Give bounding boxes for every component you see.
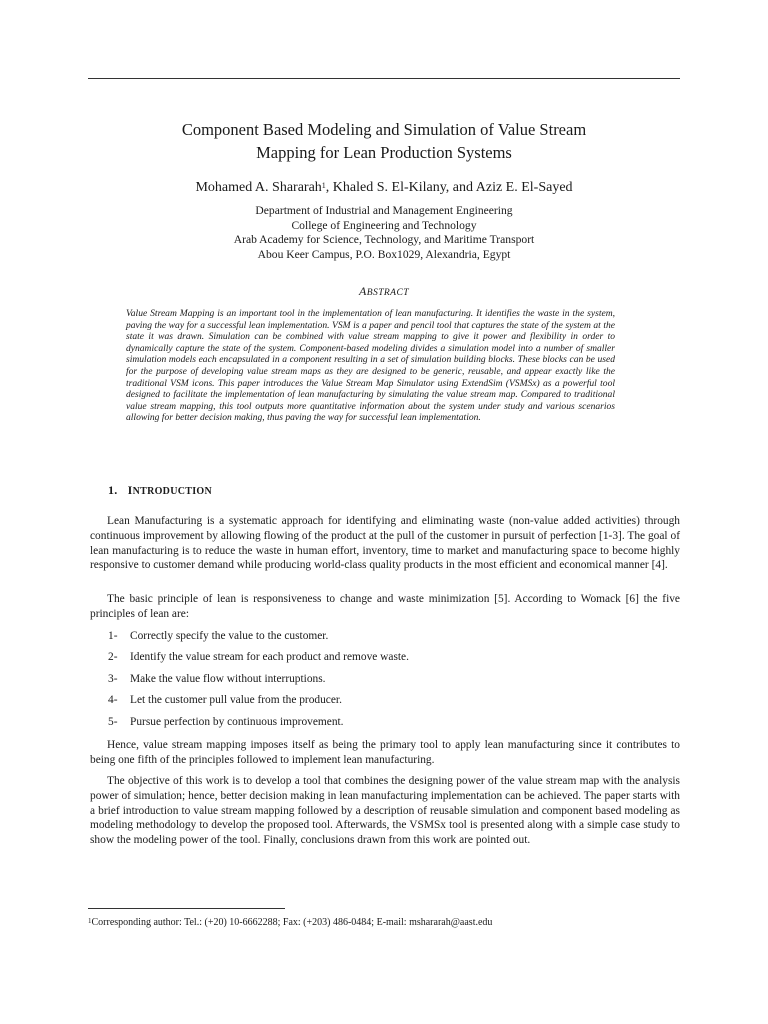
intro-paragraph-1: Lean Manufacturing is a systematic approach for identifying and eliminating waste (non-value added activities) through continuous improvement by allowing flowing of the product at the pull of the customer in pursuit of perfection [1-3]. The goal of lean manufacturing is to reduce the waste in human effort, inventory, time to market and manufacturing space to become highly responsive to customer demand while producing world-class quality products in the most efficient and economical manner [4]. (90, 515, 680, 572)
list-text: Correctly specify the value to the customer. (130, 630, 329, 642)
list-number: 2- (108, 651, 118, 664)
list-text: Identify the value stream for each product and remove waste. (130, 651, 409, 664)
list-item (108, 629, 680, 650)
header-rule (88, 78, 680, 79)
list-text: Let the customer pull value from the producer. (130, 694, 342, 707)
affiliation (88, 204, 680, 262)
list-number: 3- (108, 672, 118, 685)
abstract-body: Value Stream Mapping is an important tool in the implementation of lean manufacturing. It identifies the waste in the system, paving the way for a successful lean implementation. VSM is a paper and pencil tool that captures the state of the system at the state it was drawn. Simulation can be combined with value stream mapping to give it power and flexibility in order to dynamically capture the state of the system. Component-based modeling divides a simulation model into a number of smaller simulation models each encapsulated in a component resulting in a set of simulation building blocks. These blocks can be used for the purpose of developing value stream maps as they are designed to be generic, reusable, and appear exactly like the traditional VSM icons. This paper introduces the Value Stream Map Simulator using ExtendSim (VSMSx) as a powerful tool designed to facilitate the implementation of lean manufacturing by simulating the value stream map. Compared to traditional value stream mapping, this tool outputs more quantitative information about the system under study and various scenarios allowing for better decision making, thus paving the way for successful lean implementation. (126, 308, 615, 424)
author-1-footnote-mark: 1 (321, 181, 326, 190)
list-item (108, 693, 680, 714)
footnote-mark: 1 (88, 917, 92, 925)
section-heading-rest: NTRODUCTION (132, 486, 213, 497)
author-1: Mohamed A. Shararah (195, 180, 322, 195)
intro-paragraph-4: The objective of this work is to develop a tool that combines the designing power of the value stream map with the analysis power of simulation; hence, better decision making in lean manufacturing implementation can be achieved. The paper starts with a brief introduction to value stream mapping followed by a description of reusable simulation and component based modeling as modeling methodology to develop the proposed tool. Afterwards, the VSMSx tool is presented along with a simple case study to show the modeling power of the tool. Finally, conclusions drawn from this work are pointed out. (90, 775, 680, 847)
list-number: 5- (108, 715, 118, 728)
list-item (108, 672, 680, 693)
title-line-1: Component Based Modeling and Simulation of Value Stream (181, 120, 587, 139)
list-number: 1- (108, 630, 118, 642)
affiliation-line: College of Engineering and Technology (291, 218, 477, 232)
affiliation-line: Department of Industrial and Management Engineering (255, 204, 513, 217)
list-text: Pursue perfection by continuous improvement. (130, 715, 344, 728)
list-text: Make the value flow without interruptions. (130, 672, 326, 685)
intro-paragraph-3: Hence, value stream mapping imposes itself as being the primary tool to apply lean manufacturing since it contributes to being one fifth of the principles followed to implement lean manufacturing. (90, 739, 680, 766)
affiliation-line: Arab Academy for Science, Technology, and Maritime Transport (233, 233, 535, 246)
list-item (108, 650, 680, 671)
lean-principles-list (108, 629, 680, 736)
section-number: 1. (108, 483, 118, 497)
abstract-heading (88, 284, 680, 299)
abstract-heading-rest: BSTRACT (366, 287, 409, 298)
title-line-2: Mapping for Lean Production Systems (256, 143, 512, 162)
other-authors: , Khaled S. El-Kilany, and Aziz E. El-Sayed (325, 180, 573, 195)
section-heading-introduction (108, 483, 212, 498)
abstract-heading-initial: A (359, 284, 367, 298)
paper-title (88, 118, 680, 164)
footnote (88, 916, 680, 929)
footnote-rule (88, 908, 285, 909)
section-heading-initial: I (127, 483, 133, 497)
footnote-text: Corresponding author: Tel.: (+20) 10-6662288; Fax: (+203) 486-0484; E-mail: mshararah@aast.edu (91, 917, 493, 928)
affiliation-line: Abou Keer Campus, P.O. Box1029, Alexandria, Egypt (257, 247, 511, 261)
list-item (108, 715, 680, 736)
author-list (88, 178, 680, 198)
intro-paragraph-2: The basic principle of lean is responsiveness to change and waste minimization [5]. According to Womack [6] the five principles of lean are: (90, 593, 680, 620)
list-number: 4- (108, 694, 118, 707)
